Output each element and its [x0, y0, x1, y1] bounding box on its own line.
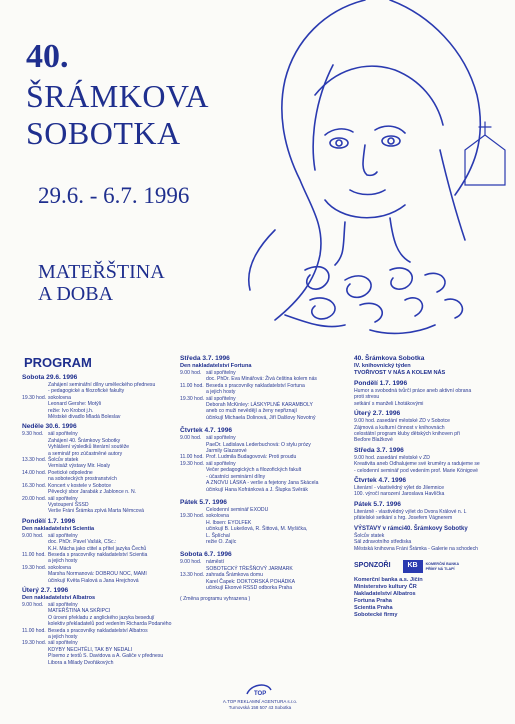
sponsor-item: Scientia Praha [354, 605, 393, 612]
day-text: 9.00 hod. zasedání městské v ZD Kreativita aneb Odhalujeme své kruměry a radujeme se - celodenní seminář pod vedením prof. Marie Königové [354, 454, 480, 474]
program-heading: PROGRAM [24, 355, 92, 370]
sponsor-list [354, 577, 504, 619]
day-block [354, 380, 504, 407]
event [180, 383, 330, 396]
day-heading: Úterý 2.7. 1996 [22, 586, 69, 594]
event [180, 370, 330, 383]
festival-dates: 29.6. - 6.7. 1996 [38, 183, 190, 208]
day-block [354, 501, 504, 522]
agency-logo-icon [245, 680, 273, 698]
event-time: 13.30 hod. [180, 572, 205, 579]
event [22, 382, 172, 395]
day-block [354, 477, 504, 498]
day-heading: Sobota 29.6. 1996 [22, 374, 78, 381]
event [22, 431, 172, 457]
sponsor-item: Fortuna Praha [354, 598, 392, 605]
event-text: sál spořitelny doc. PhDr. Eva Minářová: Živá čeština kolem nás [206, 370, 317, 383]
day-heading: Pátek 5.7. 1996 [354, 500, 401, 508]
event-text: sál spořitelny MATEŘŠTINA NA SKŘIPCI O úrovni překladu z anglického jazyka besedují kolektiv překladatelů pod vedením Richarda Podaného [48, 601, 172, 628]
event [22, 628, 172, 641]
event-time [22, 382, 48, 395]
day-block [22, 423, 172, 514]
event [22, 533, 172, 552]
day-heading: Úterý 2.7. 1996 [354, 410, 401, 418]
event-time: 19.30 hod. [180, 513, 205, 520]
event-time: 16.30 hod. [22, 482, 47, 489]
day-block [180, 551, 330, 591]
event [22, 602, 172, 628]
day-block [22, 587, 172, 666]
event-text: Beseda s pracovníky nakladatelství Albatros a jejich hosty [48, 627, 148, 640]
sponsor-item: Sobotecké firmy [354, 612, 398, 619]
event-time: 11.00 hod. [22, 627, 46, 634]
event [22, 496, 172, 515]
event [180, 435, 330, 454]
day-heading: Neděle 30.6. 1996 [22, 423, 77, 431]
festival-number: 40. [26, 38, 69, 75]
day-subheading: Den nakladatelství Fortuna [180, 363, 252, 369]
theme-line-1: MATEŘŠTINA [38, 261, 165, 283]
event-text: sál spořitelny PaeDr. Ladislava Lederbuchová: O stylu prózy Jarmily Glazarové [206, 435, 311, 455]
footer-line-2: Turnovská 158 507 43 Sobotka [228, 704, 292, 710]
event-time: 14.00 hod. [22, 469, 47, 476]
program-column-2 [180, 352, 330, 603]
event-time: 20.00 hod. [22, 495, 47, 502]
event-time: 11.00 hod. [180, 454, 204, 461]
footer [200, 699, 320, 710]
day-block [354, 410, 504, 444]
bank-logo-icon: KB [403, 560, 423, 573]
day-heading: Středa 3.7. 1996 [180, 355, 230, 362]
girl-illustration [215, 0, 515, 340]
event-time: 19.30 hod. [22, 564, 47, 571]
svg-text:TOP: TOP [254, 691, 267, 697]
day-heading: Čtvrtek 4.7. 1996 [354, 477, 407, 485]
event-text: sál spořitelny Večer pedagogických a filozofických fakult - účastníci seminární dílny A ZNOVU LÁSKA - verše a fejetony Jana Skácela účinkují Hana Kofránková a J. Šlupka Svěrák [206, 460, 319, 493]
library-week-subtitle: IV. knihovnický týden [354, 363, 411, 369]
event-text: sokolovna Marsha Normanová: DOBROU NOC, MAMI účinkují Květa Fialová a Jana Hrejchová [48, 564, 147, 584]
event-time: 11.00 hod. [22, 551, 46, 558]
event-time: 19.30 hod. [22, 394, 47, 401]
title-line-1: ŠRÁMKOVA [26, 78, 210, 114]
sponsor-item: Nakladatelství Albatros [354, 591, 416, 598]
day-text: Literární - vlastivědný výlet do Jilemnice 100. výročí narození Jaroslava Havlíčka [354, 485, 445, 498]
program-column-3 [354, 352, 504, 619]
event [22, 565, 172, 584]
library-week-title: 40. Šrámkova Sobotka [354, 355, 425, 362]
event-text: náměstí SOBOTECKÝ TŘEŠŇOVÝ JARMARK [206, 559, 293, 572]
day-block [354, 447, 504, 474]
event-text: Prof. Ludmila Budagovová: Proti proudu [206, 454, 297, 461]
event-time: 9.00 hod. [180, 370, 202, 376]
day-heading: Čtvrtek 4.7. 1996 [180, 427, 233, 435]
day-text: Literárně - vlastivědný výlet do Dvora Králové n. L přátelské setkání s hrg. Josefem Vágnerem [354, 508, 467, 522]
event-time: 11.00 hod. [180, 382, 204, 389]
sponsors-heading: SPONZOŘI [354, 562, 391, 570]
event [22, 395, 172, 421]
event [180, 572, 330, 591]
event-text: sokolovna Leonard Gershe: Motýli režie: Ivo Krobot j.h. Městské divadlo Mladá Boleslav [48, 394, 121, 421]
day-heading: Středa 3.7. 1996 [354, 446, 404, 454]
event-time: 19.30 hod. [180, 395, 205, 402]
day-block [22, 374, 172, 420]
library-week-theme: TVOŘIVOST V NÁS A KOLEM NÁS [354, 370, 446, 376]
event [22, 457, 172, 470]
day-heading: Pondělí 1.7. 1996 [354, 380, 408, 387]
event-time: 9.00 hod. [180, 435, 202, 442]
day-heading: Sobota 6.7. 1996 [180, 551, 232, 559]
event [180, 513, 330, 545]
event-text: Beseda s pracovníky nakladatelství Fortuna a jejich hosty [206, 382, 305, 396]
event-text: zahrada Šrámkova domu Karel Čapek: DOKTORSKÁ POHÁDKA učinkují Ekonvé RSSD odborka Praha [206, 572, 296, 591]
event-text: sokolovna H. Ibsen: EYOLFEK učinkují B. Lukešová, R. Šittová, M. Myšička, L. Šplíchal režie O. Zajíc [206, 513, 308, 545]
event [22, 552, 172, 565]
event [180, 461, 330, 493]
event-text: sál spořitelny Zahájení 40. Šrámkovy Sobotky Vyhlášení výsledků literární soutěže a seminář pro zúčastněné autory [48, 431, 130, 457]
event-time: 9.30 hod. [22, 431, 44, 438]
event [180, 396, 330, 422]
sponsor-item: Ministerstvo kultury ČR [354, 584, 417, 591]
program-column-1 [22, 371, 172, 666]
event-text: sál spořitelny KDYBY NECHTĚLI, TAK BY NEDALI Písemo z textů S. Davidova a A. Galiče v přednesu Libora a Milady Dvořákových [48, 640, 164, 666]
day-subheading: Den nakladatelství Scientia [22, 525, 95, 532]
exhibits-heading: VÝSTAVY v rámci40. Šrámkovy Sobotky [354, 525, 468, 532]
exhibits-text: Šolcův statek Sál zdravotního střediska Městská knihovna Fráni Šrámka - Galerie na schodech [354, 532, 479, 552]
day-block [22, 518, 172, 584]
day-block [180, 355, 330, 421]
event-time: 9.00 hod. [180, 559, 202, 566]
event-text: Beseda s pracovníky nakladatelství Scientia a jejich hosty [48, 551, 148, 565]
day-block [180, 427, 330, 493]
title-line-2: SOBOTKA [26, 115, 181, 151]
theme-line-2: A DOBA [38, 283, 114, 305]
event-text: Zahájení seminářní dílny uměleckého přednesu - pedagogické a filozofické fakulty [48, 382, 156, 395]
event-text: Koncert v kostele v Sobotce Pěvecký sbor Jarabák z Jablonce n. N. [48, 482, 137, 496]
event-text: Poetické odpoledne na soboteckých prostranstvích [48, 469, 117, 483]
event [180, 559, 330, 572]
day-text: Humor a svobodná tvůrčí práce aneb aktivní obrana proti stresu setkání s manželi Lhotákovými [354, 388, 472, 407]
event-time: 9.00 hod. [22, 532, 44, 539]
sponsors-row [354, 560, 504, 573]
event [22, 640, 172, 666]
event-text: sál spořitelny Deborah McKinley: LÁSKYPLNÉ KARAMBOLY aneb co muži nevědějí a ženy nepřiznají účinkují Michaela Dolinová, Jiří Dalšovy Novotný [206, 395, 316, 421]
event [22, 483, 172, 496]
event-text: Celodenní seminář EXODU [206, 506, 269, 513]
day-text: 9.00 hod. zasedání městské ZD v Sobotce Zájmová a kulturní činnost v knihovnách celostátní program kluby dětských knihoven při Beďore Blažkové [354, 418, 460, 444]
bank-logo-text: KOMERČNÍ BANKA PŘÍMÝ NÁ TLAPÍ [425, 562, 460, 571]
day-block [180, 499, 330, 545]
day-subheading: Den nakladatelství Albatros [22, 594, 96, 601]
sponsor-item: Komerční banka a.s. Jičín [354, 577, 423, 584]
footer-line-1: A.TOP REKLAMNÍ AGENTURA s.r.o. [222, 699, 298, 704]
event-text: Šolcův statek Vernisáž výstavy Mir. Hoaly [48, 457, 110, 470]
event-time: 19.30 hod. [22, 640, 47, 647]
day-heading: Pátek 5.7. 1996 [180, 498, 227, 506]
event-time: 13.30 hod. [22, 457, 47, 464]
program-change-note: ( Změna programu vyhrazena ) [180, 596, 251, 603]
day-heading: Pondělí 1.7. 1996 [22, 517, 76, 525]
event-time: 9.00 hod. [22, 601, 44, 608]
event [22, 470, 172, 483]
event-text: sál spořitelny doc. PhDr. Pavel Vašák, CSc.: K.H. Mácha jako ctitel a přítel jazyka Čechů [48, 532, 147, 552]
event-time: 19.30 hod. [180, 460, 205, 467]
event-text: sál spořitelny Vystoupení ŠSSD Verše Fráni Šrámka zpívá Marta Němcová [48, 495, 144, 515]
